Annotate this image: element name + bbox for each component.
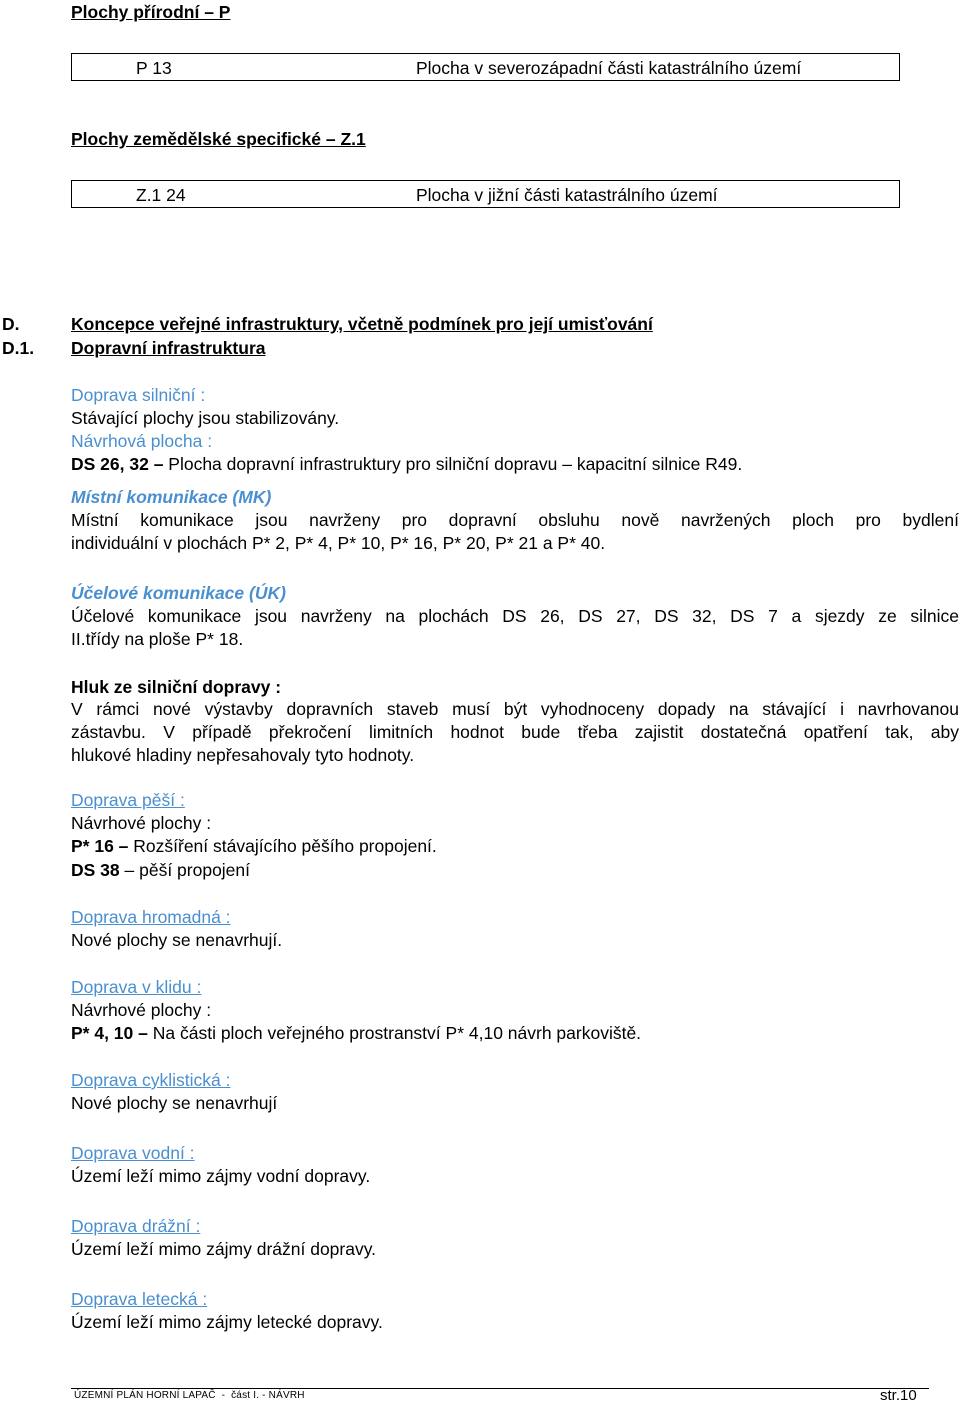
section-d1-title: Dopravní infrastruktura xyxy=(71,338,266,358)
road-ds-code: DS 26, 32 – xyxy=(71,454,164,474)
pedestrian-item2 xyxy=(71,859,250,881)
road-ds-line xyxy=(71,453,742,475)
pedestrian-item1-code: P* 16 – xyxy=(71,836,129,856)
footer-document-title: ÚZEMNÍ PLÁN HORNÍ LAPAČ - část I. - NÁVRH xyxy=(74,1390,305,1401)
static-item-code: P* 4, 10 – xyxy=(71,1023,148,1043)
static-item-text: Na části ploch veřejného prostranství P* 4,10 návrh parkoviště. xyxy=(147,1023,642,1043)
uk-line1: Účelové komunikace jsou navrženy na plochách DS 26, DS 27, DS 32, DS 7 a sjezdy ze silnice xyxy=(71,606,959,626)
road-ds-text: Plocha dopravní infrastruktury pro silniční dopravu – kapacitní silnice R49. xyxy=(163,454,743,474)
pedestrian-item2-code: DS 38 xyxy=(71,860,120,880)
static-item xyxy=(71,1022,641,1044)
uk-heading: Účelové komunikace (ÚK) xyxy=(71,583,286,603)
rail-text: Území leží mimo zájmy drážní dopravy. xyxy=(71,1239,377,1259)
agri-heading: Plochy zemědělské specifické – Z.1 xyxy=(71,129,366,149)
static-proposed-label: Návrhové plochy : xyxy=(71,1000,212,1020)
agri-row-code: Z.1 24 xyxy=(136,185,186,205)
cycle-text: Nové plochy se nenavrhují xyxy=(71,1093,278,1113)
natural-row-desc: Plocha v severozápadní části katastrálního území xyxy=(416,58,802,78)
section-d1-number: D.1. xyxy=(2,338,35,358)
section-d-title: Koncepce veřejné infrastruktury, včetně podmínek pro její umisťování xyxy=(71,314,653,334)
footer-rule xyxy=(71,1388,929,1389)
water-text: Území leží mimo zájmy vodní dopravy. xyxy=(71,1166,371,1186)
noise-line1: V rámci nové výstavby dopravních staveb musí být vyhodnoceny dopady na stávající i navrhovanou xyxy=(71,699,959,719)
footer-page-number: str.10 xyxy=(880,1387,917,1404)
pedestrian-item1 xyxy=(71,835,437,857)
air-heading: Doprava letecká : xyxy=(71,1289,208,1309)
agri-row-desc: Plocha v jižní části katastrálního území xyxy=(416,185,718,205)
noise-line3: hlukové hladiny nepřesahovaly tyto hodnoty. xyxy=(71,745,415,765)
uk-line2: II.třídy na ploše P* 18. xyxy=(71,629,244,649)
natural-table-row xyxy=(71,53,900,81)
section-d-number: D. xyxy=(2,314,20,334)
natural-row-code: P 13 xyxy=(136,58,172,78)
pedestrian-item1-text: Rozšíření stávajícího pěšího propojení. xyxy=(128,836,437,856)
agri-table-row xyxy=(71,180,900,208)
noise-line2: zástavbu. V případě překročení limitních hodnot bude třeba zajistit dostatečná opatření tak, aby xyxy=(71,722,959,742)
air-text: Území leží mimo zájmy letecké dopravy. xyxy=(71,1312,383,1332)
water-heading: Doprava vodní : xyxy=(71,1143,195,1163)
road-line1: Stávající plochy jsou stabilizovány. xyxy=(71,408,340,428)
public-text: Nové plochy se nenavrhují. xyxy=(71,930,283,950)
mk-heading: Místní komunikace (MK) xyxy=(71,487,272,507)
cycle-heading: Doprava cyklistická : xyxy=(71,1070,231,1090)
mk-line1: Místní komunikace jsou navrženy pro dopravní obsluhu nově navržených ploch pro bydlení xyxy=(71,510,959,530)
pedestrian-item2-text: – pěší propojení xyxy=(119,860,251,880)
noise-heading: Hluk ze silniční dopravy : xyxy=(71,677,282,697)
public-heading: Doprava hromadná : xyxy=(71,907,231,927)
pedestrian-proposed-label: Návrhové plochy : xyxy=(71,813,212,833)
rail-heading: Doprava drážní : xyxy=(71,1216,201,1236)
natural-heading: Plochy přírodní – P xyxy=(71,2,231,22)
mk-line2: individuální v plochách P* 2, P* 4, P* 10, P* 16, P* 20, P* 21 a P* 40. xyxy=(71,533,606,553)
static-heading: Doprava v klidu : xyxy=(71,977,202,997)
road-proposed-label: Návrhová plocha : xyxy=(71,431,213,451)
road-heading: Doprava silniční : xyxy=(71,385,206,405)
pedestrian-heading: Doprava pěší : xyxy=(71,790,185,810)
